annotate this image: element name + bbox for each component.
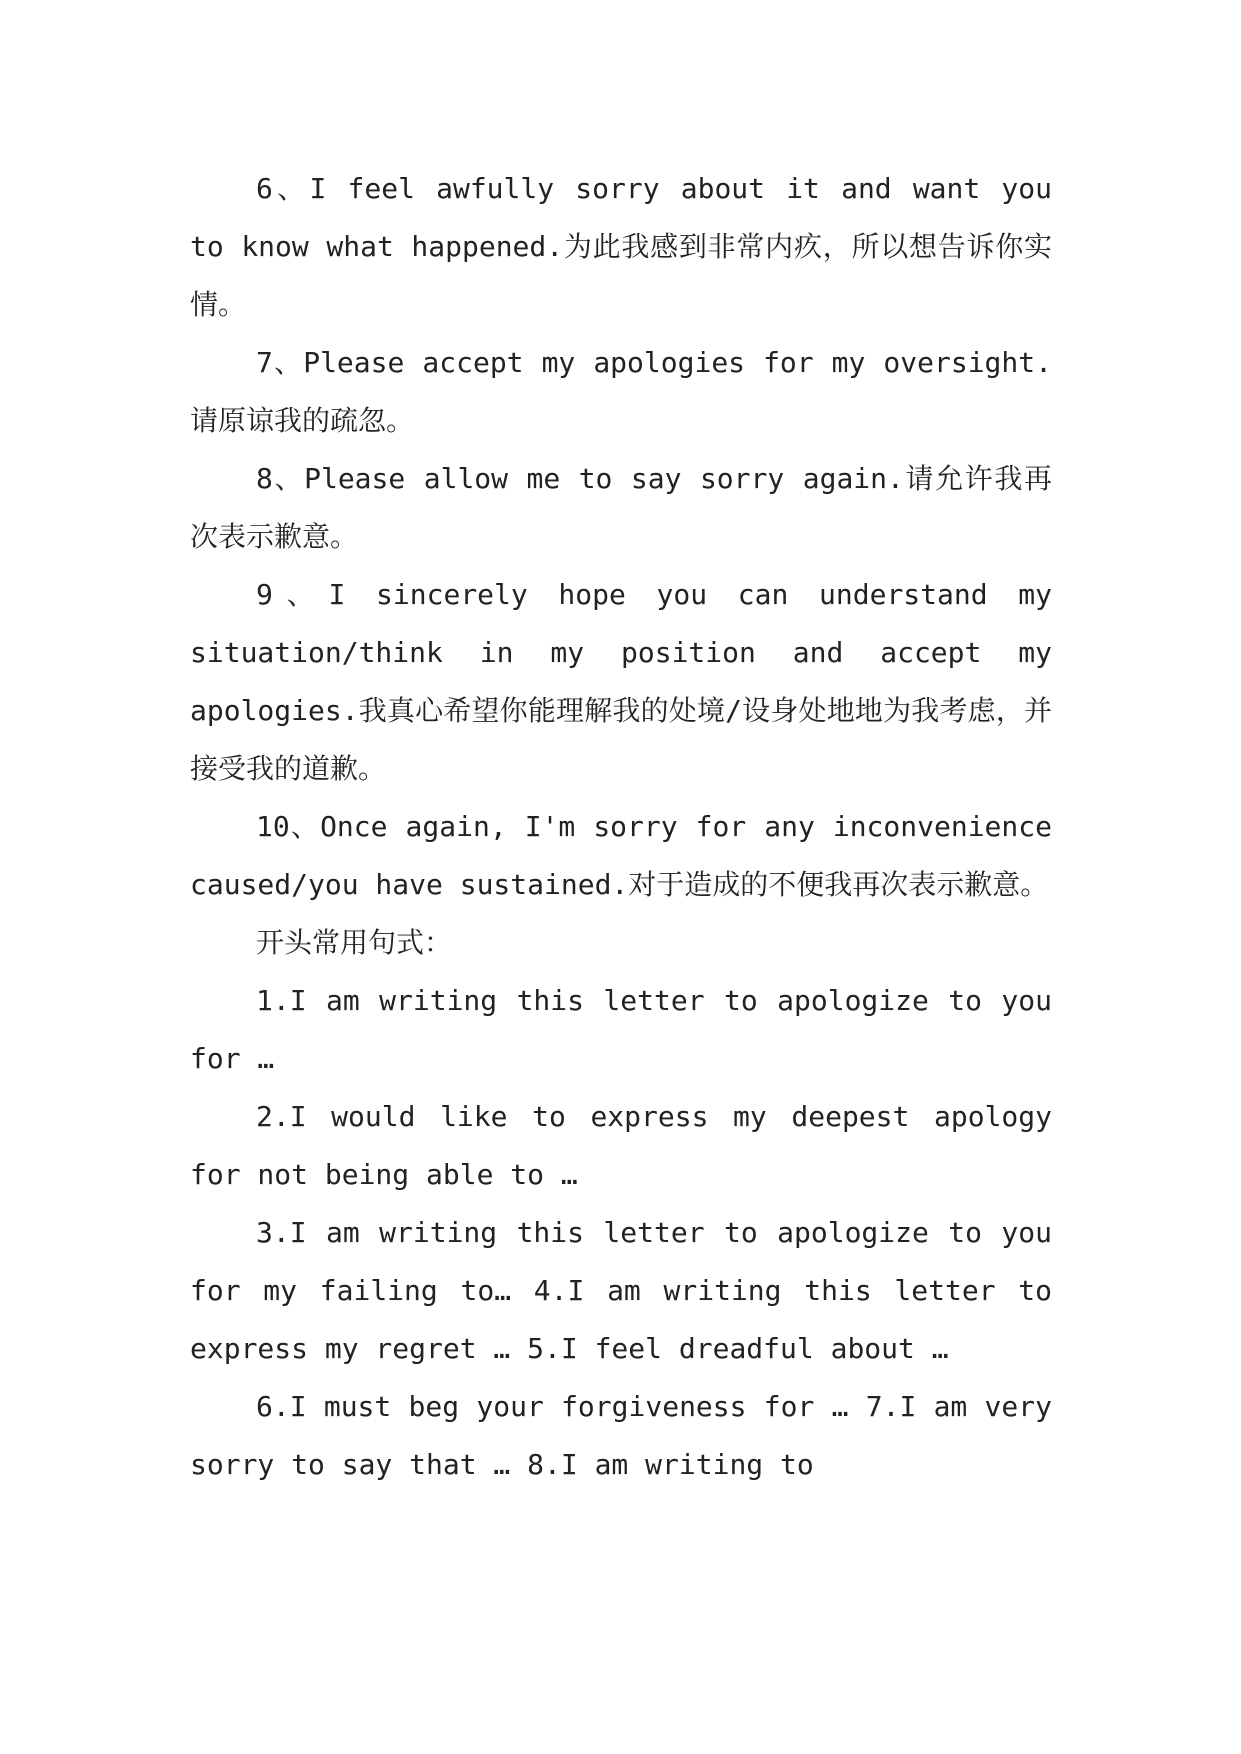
opening-phrase-1: 1.I am writing this letter to apologize to you for …: [190, 984, 1052, 1075]
section-heading: 开头常用句式：: [256, 926, 453, 959]
opening-phrase-6-to-8: 6.I must beg your forgiveness for … 7.I am very sorry to say that … 8.I am writing to: [190, 1390, 1052, 1481]
opening-phrase-2: 2.I would like to express my deepest apology for not being able to …: [190, 1100, 1052, 1191]
paragraph-item-10: 10、Once again, I'm sorry for any inconvenience caused/you have sustained.对于造成的不便我再次表示歉意。: [190, 810, 1052, 901]
paragraph-item-6: 6、I feel awfully sorry about it and want you to know what happened.为此我感到非常内疚，所以想告诉你实情。: [190, 172, 1052, 321]
opening-phrase-3-to-5: 3.I am writing this letter to apologize to you for my failing to… 4.I am writing this letter to express my regret … 5.I feel dreadful about …: [190, 1216, 1052, 1365]
paragraph-item-7: 7、Please accept my apologies for my oversight.请原谅我的疏忽。: [190, 346, 1052, 437]
paragraph-item-8: 8、Please allow me to say sorry again.请允许我再次表示歉意。: [190, 462, 1052, 553]
paragraph-item-9: 9、I sincerely hope you can understand my situation/think in my position and accept my apologies.我真心希望你能理解我的处境/设身处地地为我考虑，并接受我的道歉。: [190, 578, 1052, 785]
document-body: [190, 160, 1052, 1494]
